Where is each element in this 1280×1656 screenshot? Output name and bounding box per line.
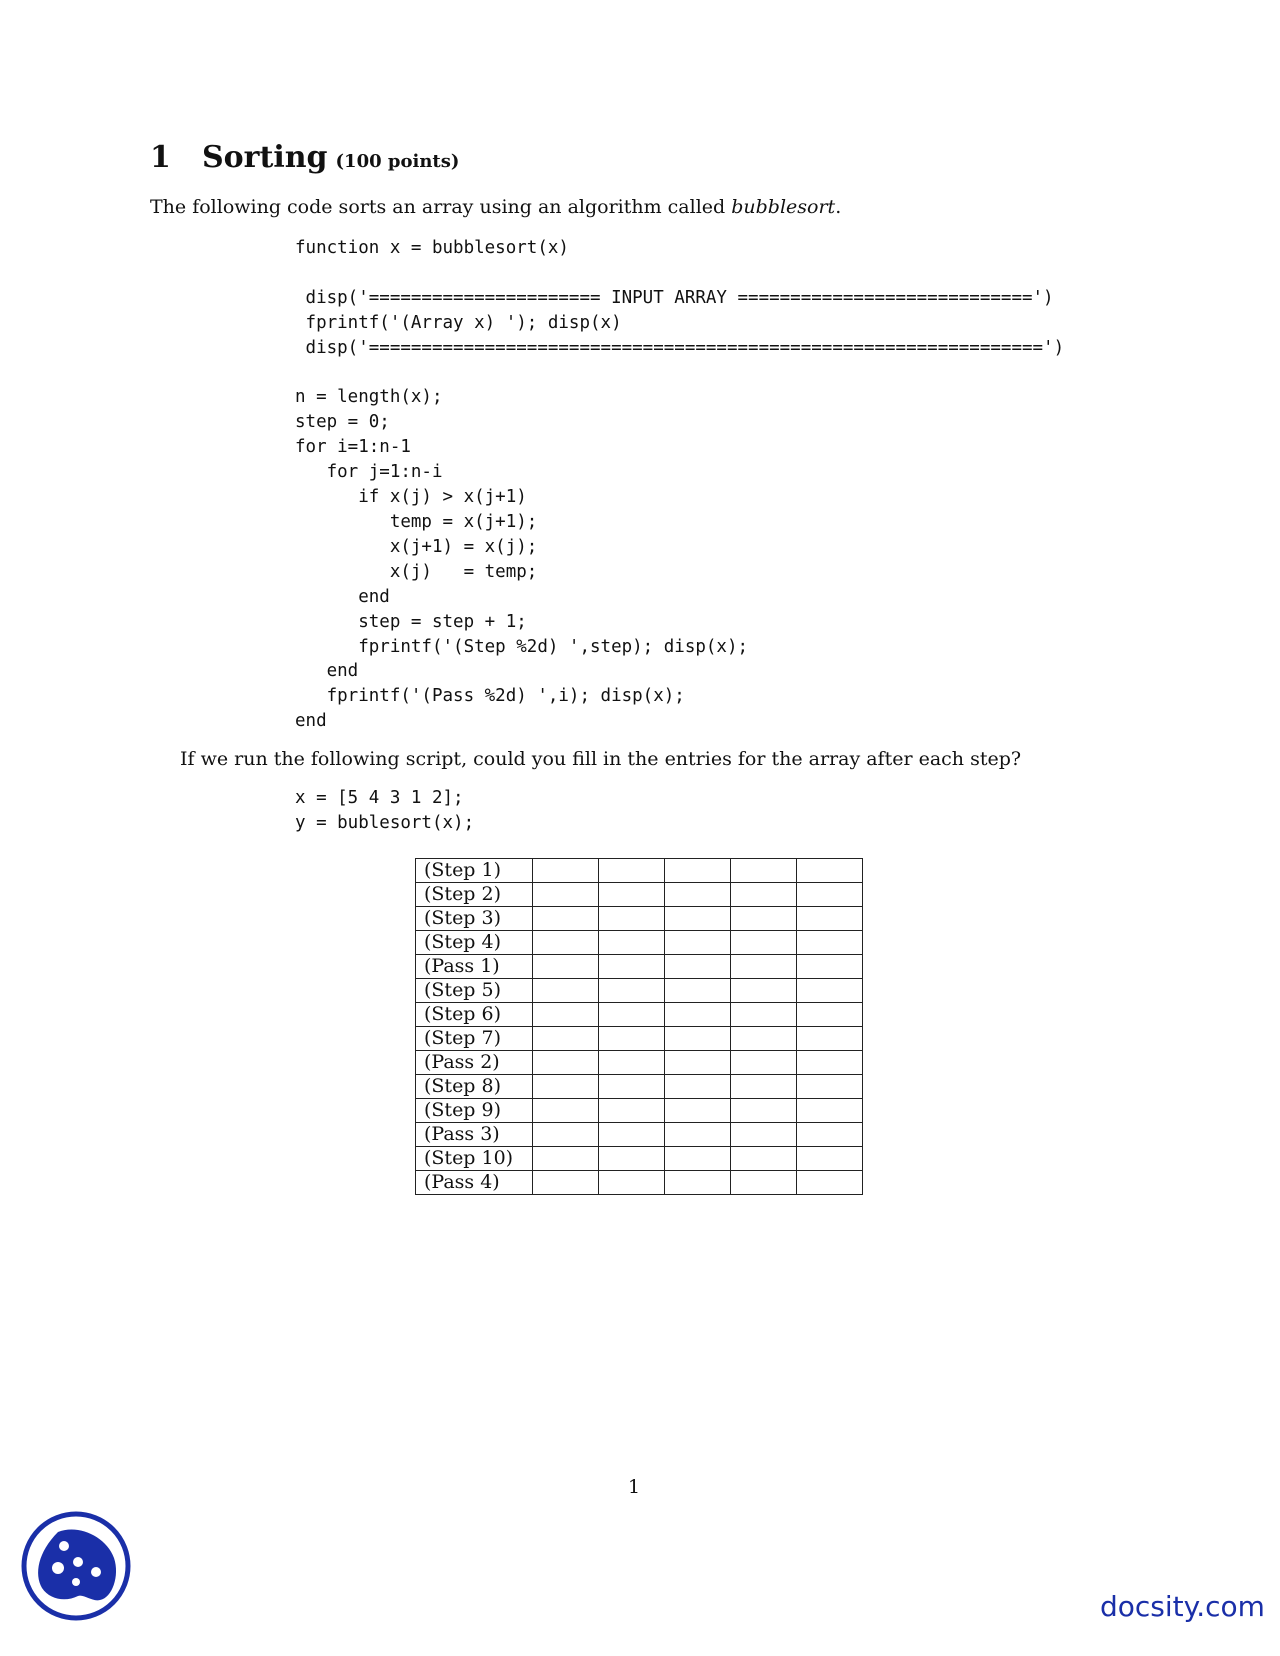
answer-cell [599,907,665,931]
answer-cell [533,859,599,883]
intro-text: The following code sorts an array using an algorithm called [150,196,732,218]
table-row [416,859,863,883]
answer-cell [797,1003,863,1027]
row-label: (Step 3) [416,907,533,931]
answer-cell [533,1027,599,1051]
answer-cell [731,979,797,1003]
row-label: (Step 5) [416,979,533,1003]
answer-cell [665,931,731,955]
section-number: 1 [150,140,171,175]
row-label: (Pass 1) [416,955,533,979]
answer-cell [797,1027,863,1051]
row-label: (Pass 2) [416,1051,533,1075]
answer-cell [797,907,863,931]
answer-cell [731,1003,797,1027]
answer-cell [797,1075,863,1099]
section-heading [150,140,459,175]
answer-cell [731,1027,797,1051]
answer-cell [599,883,665,907]
answer-cell [665,955,731,979]
answer-cell [533,1123,599,1147]
answer-cell [797,1099,863,1123]
answer-cell [797,955,863,979]
table-row [416,1123,863,1147]
answer-cell [665,1147,731,1171]
section-title: Sorting [202,140,328,175]
table-row [416,1171,863,1195]
answer-cell [731,1171,797,1195]
row-label: (Step 9) [416,1099,533,1123]
answer-cell [599,1099,665,1123]
answer-cell [533,883,599,907]
answer-cell [599,1123,665,1147]
section-points: (100 points) [335,151,460,172]
intro-paragraph [150,196,841,218]
question-text: If we run the following script, could you fill in the entries for the array after each step? [180,748,1022,770]
row-label: (Step 7) [416,1027,533,1051]
answer-cell [731,1051,797,1075]
bubblesort-code: function x = bubblesort(x) disp('====================== INPUT ARRAY ============================') fprintf('(Array x) '); disp(x) disp('================================================================') n = length(x); step = 0; for i=1:n-1 for j=1:n-i if x(j) > x(j+1) temp = x(j+1); x(j+1) = x(j); x(j) = temp; end step = step + 1; fprintf('(Step %2d) ',step); disp(x); end fprintf('(Pass %2d) ',i); disp(x); end [295,238,1065,732]
answer-cell [665,979,731,1003]
table-row [416,979,863,1003]
answer-cell [533,1147,599,1171]
row-label: (Step 10) [416,1147,533,1171]
row-label: (Step 6) [416,1003,533,1027]
answer-cell [797,883,863,907]
answer-cell [533,1099,599,1123]
brand-link[interactable]: docsity.com [1100,1590,1265,1623]
answer-cell [665,1171,731,1195]
answer-cell [665,1027,731,1051]
answer-cell [665,883,731,907]
answer-cell [533,1003,599,1027]
answer-cell [533,1051,599,1075]
answer-cell [731,859,797,883]
answer-cell [797,1171,863,1195]
answer-cell [599,1003,665,1027]
row-label: (Pass 4) [416,1171,533,1195]
table-row [416,955,863,979]
docsity-logo-icon [20,1510,132,1622]
answer-cell [797,979,863,1003]
row-label: (Step 2) [416,883,533,907]
table-row [416,883,863,907]
answer-cell [731,883,797,907]
table-row [416,907,863,931]
answer-cell [665,859,731,883]
answer-cell [599,1147,665,1171]
row-label: (Pass 3) [416,1123,533,1147]
intro-period: . [835,196,842,218]
table-row [416,1003,863,1027]
table-row [416,1147,863,1171]
answer-table [415,858,863,1195]
row-label: (Step 4) [416,931,533,955]
table-row [416,931,863,955]
answer-cell [665,1099,731,1123]
answer-cell [533,955,599,979]
page-number: 1 [628,1476,641,1498]
answer-cell [599,955,665,979]
answer-cell [665,1123,731,1147]
answer-cell [599,979,665,1003]
answer-cell [665,907,731,931]
answer-cell [533,979,599,1003]
row-label: (Step 1) [416,859,533,883]
answer-cell [731,1123,797,1147]
row-label: (Step 8) [416,1075,533,1099]
answer-cell [665,1051,731,1075]
answer-cell [731,1099,797,1123]
answer-cell [599,1075,665,1099]
intro-emphasis: bubblesort [731,196,836,218]
answer-cell [533,1171,599,1195]
table-row [416,1099,863,1123]
answer-cell [731,931,797,955]
answer-cell [731,1075,797,1099]
answer-cell [533,931,599,955]
table-row [416,1075,863,1099]
answer-cell [797,859,863,883]
table-row [416,1051,863,1075]
answer-cell [731,907,797,931]
answer-cell [533,1075,599,1099]
script-code: x = [5 4 3 1 2]; y = bublesort(x); [295,788,475,833]
answer-cell [599,1171,665,1195]
answer-cell [797,1123,863,1147]
answer-cell [797,931,863,955]
answer-cell [599,859,665,883]
table-row [416,1027,863,1051]
answer-cell [599,931,665,955]
answer-cell [731,955,797,979]
answer-cell [533,907,599,931]
answer-cell [665,1003,731,1027]
answer-cell [599,1051,665,1075]
answer-cell [599,1027,665,1051]
answer-cell [797,1051,863,1075]
answer-cell [665,1075,731,1099]
answer-cell [797,1147,863,1171]
answer-cell [731,1147,797,1171]
